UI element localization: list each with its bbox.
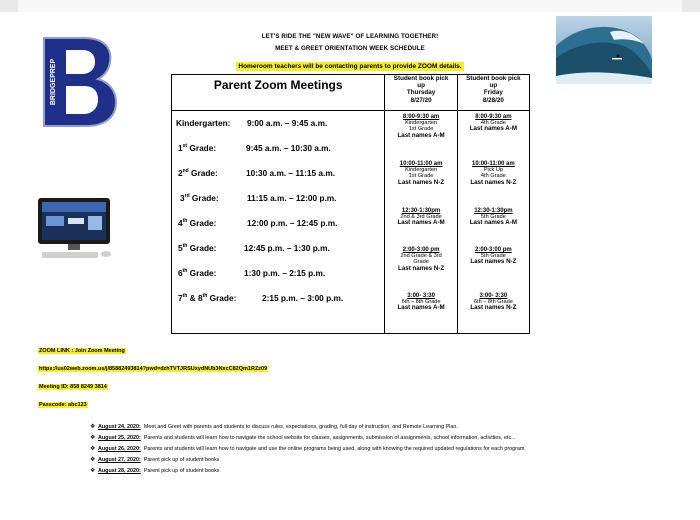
diamond-bullet-icon: ❖ <box>90 435 96 441</box>
grade-row-k <box>176 118 230 128</box>
grade-time-5: 12:45 p.m. – 1:30 p.m. <box>244 243 330 253</box>
zoom-link-text[interactable]: ZOOM LINK : Join Zoom Meeting <box>39 348 125 354</box>
slot-names: Last names A-M <box>397 131 445 139</box>
heading-line-2: MEET & GREET ORIENTATION WEEK SCHEDULE <box>275 45 425 52</box>
friday-slot-5 <box>458 293 529 312</box>
slot-time: 2:00-3:00 pm <box>475 247 512 253</box>
friday-slots-cell <box>457 111 529 334</box>
friday-slot-2 <box>458 161 529 186</box>
slot-names: Last names A-M <box>397 219 445 227</box>
bullet-text: Parents and students will learn how to navigate the school website for classes, assignments, submission of assignments, school information, activities, etc... <box>143 435 516 441</box>
meeting-id: Meeting ID: 858 8249 3814 <box>39 384 107 390</box>
grade-time-1: 9:45 a.m. – 10:30 a.m. <box>246 143 331 153</box>
slot-names: Last names N-Z <box>470 304 517 312</box>
bullet-item-3 <box>90 445 526 452</box>
slot-line-1: 2nd & 3rd Grade <box>400 214 442 221</box>
friday-slot-3 <box>458 208 529 227</box>
thursday-slot-3 <box>385 208 456 227</box>
thursday-header-l3: Thursday <box>406 89 436 97</box>
grade-label-2: 2nd Grade: <box>178 168 218 178</box>
zoom-url-line[interactable] <box>38 366 268 372</box>
thursday-slot-5 <box>385 293 456 312</box>
thursday-header <box>385 75 457 111</box>
grade-label: Kindergarten: <box>176 118 231 128</box>
thursday-slot-2 <box>385 161 456 186</box>
thursday-header-l4: 8/27/20 <box>410 96 432 104</box>
friday-header <box>457 75 529 111</box>
diamond-bullet-icon: ❖ <box>90 446 96 452</box>
computer-image <box>34 196 114 260</box>
viewer-top-bar-inner <box>18 0 682 12</box>
bullet-date: August 26, 2020: <box>98 446 141 452</box>
thursday-header-l1: Student book pick <box>393 75 449 82</box>
slot-names: Last names A-M <box>469 219 517 227</box>
thursday-slot-4 <box>385 247 456 272</box>
passcode: Passcode: abc123 <box>39 402 87 408</box>
slot-names: Last names N-Z <box>398 264 445 272</box>
zoom-url[interactable]: https://us02web.zoom.us/j/85882493814?pwd=dzhTVTJRSUxydNUb3NxcC82Qm1RZz09 <box>39 366 268 372</box>
friday-header-l4: 8/28/20 <box>482 96 504 104</box>
slot-line-1: 5th Grade <box>480 214 506 221</box>
bullet-item-1 <box>90 423 458 430</box>
slot-line-1: Kindergarten <box>405 167 438 174</box>
slot-time: 10:00-11:00 am <box>399 161 443 167</box>
slot-time: 2:00-3:00 pm <box>402 247 440 253</box>
diamond-bullet-icon: ❖ <box>90 468 96 474</box>
slot-time: 12:30-1:30pm <box>474 208 513 214</box>
slot-names: Last names N-Z <box>470 258 517 266</box>
meeting-id-line <box>38 384 108 390</box>
bullet-text: Parents and students will learn how to navigate and use the online programs being used, along with knowing the required updated regulations for each program. <box>143 446 526 452</box>
slot-time: 10:00-11:00 am <box>472 161 515 167</box>
bullet-item-2 <box>90 434 516 441</box>
slot-names: Last names N-Z <box>470 178 517 186</box>
friday-header-l3: Friday <box>483 89 503 97</box>
slot-line-1: 6th – 8th Grade <box>473 299 513 306</box>
slot-time: 12:30-1:30pm <box>401 208 441 214</box>
slot-line-1: 2nd Grade & 3rd <box>400 253 442 260</box>
slot-time: 8:00-9:30 am <box>475 114 512 120</box>
grade-label-6: 6th Grade: <box>178 268 217 278</box>
logo-vertical-text: BRIDGEPREP <box>50 58 57 106</box>
diamond-bullet-icon: ❖ <box>90 424 96 430</box>
bullet-date: August 27, 2020: <box>98 457 141 463</box>
friday-slot-1 <box>458 114 529 133</box>
friday-slot-4 <box>458 247 529 266</box>
slot-time: 3:00- 3:30 <box>479 293 508 299</box>
bullet-text: Meet and Greet with parents and students to discuss rules, expectations, grading, full day of instruction, and Remote Learning Plan. <box>143 424 458 430</box>
friday-header-l2: up <box>489 82 498 90</box>
thursday-slots-cell <box>385 111 457 334</box>
grade-times-cell <box>172 111 385 334</box>
bullet-date: August 25, 2020: <box>98 435 141 441</box>
passcode-line <box>38 402 88 408</box>
grade-label-1: 1st Grade: <box>178 143 217 153</box>
grade-label-3: 3rd Grade: <box>180 193 219 203</box>
bullet-text: Parent pick up of student books <box>143 457 220 463</box>
grade-label-7-8: 7th & 8th Grade: <box>178 293 237 303</box>
diamond-bullet-icon: ❖ <box>90 457 96 463</box>
slot-line-1: 5th Grade <box>480 253 506 260</box>
thursday-header-l2: up <box>417 82 425 90</box>
slot-line-2: 4th Grade <box>480 173 506 180</box>
notice-highlight: Homeroom teachers will be contacting parents to provide ZOOM details. <box>238 63 462 70</box>
slot-names: Last names A-M <box>469 125 517 133</box>
bullet-text: Parent pick up of student books <box>143 468 220 474</box>
schedule-table <box>171 74 530 334</box>
bullet-item-5 <box>90 467 219 474</box>
bullet-date: August 24, 2020: <box>98 424 141 430</box>
slot-line-1: 4th Grade <box>480 120 506 127</box>
grade-time-k: 9:00 a.m. – 9:45 a.m. <box>247 118 328 128</box>
zoom-link-line[interactable] <box>38 348 126 354</box>
slot-time: 8:00-9:30 am <box>402 114 440 120</box>
bullet-date: August 28, 2020: <box>98 468 141 474</box>
grade-time-2: 10:30 a.m. – 11:15 a.m. <box>246 168 336 178</box>
slot-line-1: 6th – 8th Grade <box>401 299 441 306</box>
slot-line-1: Pick Up <box>483 167 504 174</box>
viewer-top-bar <box>0 0 700 12</box>
slot-line-1: Kindergarten <box>405 120 438 127</box>
bullet-item-4 <box>90 456 219 463</box>
slot-line-2: 1st Grade <box>408 173 434 180</box>
heading-line-1: LET'S RIDE THE "NEW WAVE" OF LEARNING TOGETHER! <box>261 33 439 40</box>
slot-line-2: 1st Grade <box>408 126 434 133</box>
grade-time-3: 11:15 a.m. – 12:00 p.m. <box>247 193 337 203</box>
slot-names: Last names N-Z <box>398 178 445 186</box>
grade-time-4: 12:00 p.m. – 12:45 p.m. <box>247 218 338 228</box>
parent-zoom-header: Parent Zoom Meetings <box>172 75 385 111</box>
notice-text <box>0 63 700 70</box>
grade-label-5: 5th Grade: <box>178 243 217 253</box>
grade-time-6: 1:30 p.m. – 2:15 p.m. <box>244 268 326 278</box>
slot-names: Last names A-M <box>397 304 445 312</box>
slot-line-2: Grade <box>413 259 429 266</box>
grade-label-4: 4th Grade: <box>178 218 217 228</box>
thursday-slot-1 <box>385 114 456 139</box>
grade-time-7-8: 2:15 p.m. – 3:00 p.m. <box>262 293 344 303</box>
slot-time: 3:00- 3:30 <box>407 293 435 299</box>
friday-header-l1: Student book pick <box>466 75 521 82</box>
